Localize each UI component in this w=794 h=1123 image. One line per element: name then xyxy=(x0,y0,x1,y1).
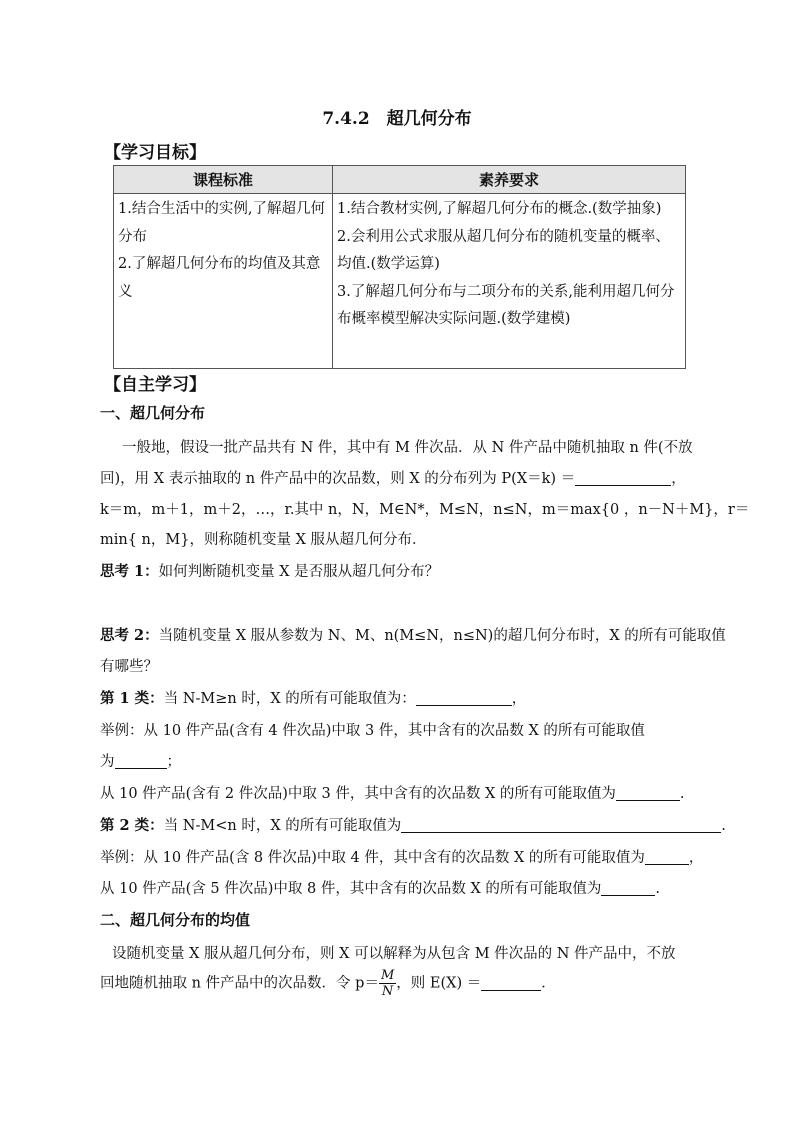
punctuation: . xyxy=(655,881,661,897)
punctuation: . xyxy=(721,818,726,834)
fraction-denominator: N xyxy=(381,984,394,999)
page-title: 7.4.2 超几何分布 xyxy=(322,109,472,129)
example-4-text: 从 10 件产品(含 5 件次品)中取 8 件，其中含有的次品数 X 的所有可能取值为 xyxy=(100,881,602,897)
example-1-text: 为 xyxy=(100,754,115,770)
answer-blank[interactable] xyxy=(481,975,541,991)
example-3 xyxy=(100,846,703,867)
goals-col1-cell: 1.结合生活中的实例,了解超几何分布 2.了解超几何分布的均值及其意义 xyxy=(114,194,333,369)
punctuation: ， xyxy=(671,471,686,487)
example-1-line-2 xyxy=(100,750,181,771)
part2-line-1: 设随机变量 X 服从超几何分布，则 X 可以解释为从包含 M 件次品的 N 件产品中，不放 xyxy=(112,946,676,962)
think2-text: 当随机变量 X 服从参数为 N、M、n(M≤N，n≤N)的超几何分布时，X 的所有可能取值 xyxy=(158,628,726,644)
example-2 xyxy=(100,782,685,803)
goals-table xyxy=(113,165,686,369)
answer-blank[interactable] xyxy=(115,753,167,769)
part1-line-3: k＝m，m＋1，m＋2，…，r.其中 n，N，M∈N*，M≤N，n≤N，m＝max{0 ，n－N＋M}，r＝ xyxy=(100,502,750,518)
goals-col2-header: 素养要求 xyxy=(333,166,686,194)
think2-line-2: 有哪些？ xyxy=(100,659,158,675)
goals-col1-header: 课程标准 xyxy=(114,166,333,194)
part1-line-1: 一般地，假设一批产品共有 N 件，其中有 M 件次品．从 N 件产品中随机抽取 n 件(不放 xyxy=(122,440,693,456)
think2-label: 思考 2： xyxy=(100,627,159,644)
part2-text-a: 回地随机抽取 n 件产品中的次品数．令 p＝ xyxy=(100,975,379,992)
part1-line-4: min{ n，M}，则称随机变量 X 服从超几何分布． xyxy=(100,532,427,548)
cat2-label: 第 2 类： xyxy=(100,817,164,834)
part1-line-2 xyxy=(100,467,686,488)
cat2 xyxy=(100,814,726,835)
think1-label: 思考 1： xyxy=(100,563,159,580)
example-1-line-1: 举例：从 10 件产品(含有 4 件次品)中取 3 件，其中含有的次品数 X 的所有可能取值 xyxy=(100,723,645,739)
goals-heading: 【学习目标】 xyxy=(104,143,206,163)
example-3-text: 举例：从 10 件产品(含 8 件次品)中取 4 件，其中含有的次品数 X 的所有可能取值为 xyxy=(100,850,645,866)
cat1-text: 当 N-M≥n 时，X 的所有可能取值为： xyxy=(163,691,416,707)
think1-text: 如何判断随机变量 X 是否服从超几何分布？ xyxy=(158,564,440,580)
answer-blank[interactable] xyxy=(645,849,689,865)
think2 xyxy=(100,624,726,645)
punctuation: ， xyxy=(511,691,527,707)
think1 xyxy=(100,560,439,581)
cat1 xyxy=(100,687,526,708)
part2-text-b: ，则 E(X) ＝ xyxy=(396,975,482,992)
punctuation: . xyxy=(679,786,685,802)
cat2-text: 当 N-M<n 时，X 的所有可能取值为 xyxy=(163,818,402,834)
fraction-m-over-n xyxy=(379,968,396,999)
cat1-label: 第 1 类： xyxy=(100,690,164,707)
answer-blank[interactable] xyxy=(416,690,512,706)
example-4 xyxy=(100,877,660,898)
answer-blank[interactable] xyxy=(601,880,655,896)
punctuation: ． xyxy=(541,975,556,992)
goals-col2-cell: 1.结合教材实例,了解超几何分布的概念.(数学抽象) 2.会利用公式求服从超几何分布的随机变量的概率、均值.(数学运算) 3.了解超几何分布与二项分布的关系,能利用超几何分布概率模型解决实际问题.(数学建模) xyxy=(333,194,686,369)
answer-blank[interactable] xyxy=(616,785,680,801)
fraction-numerator: M xyxy=(380,968,395,983)
answer-blank[interactable] xyxy=(401,817,721,833)
self-study-heading: 【自主学习】 xyxy=(104,375,206,395)
answer-blank[interactable] xyxy=(575,470,671,486)
part2-line-2 xyxy=(100,968,556,999)
punctuation: ； xyxy=(166,754,181,770)
part2-heading: 二、超几何分布的均值 xyxy=(100,911,251,929)
punctuation: ， xyxy=(688,850,704,866)
example-2-text: 从 10 件产品(含有 2 件次品)中取 3 件，其中含有的次品数 X 的所有可能取值为 xyxy=(100,786,616,802)
part1-heading: 一、超几何分布 xyxy=(100,404,206,422)
part1-line-2-text: 回)，用 X 表示抽取的 n 件产品中的次品数，则 X 的分布列为 P(X＝k) ＝ xyxy=(100,471,576,487)
